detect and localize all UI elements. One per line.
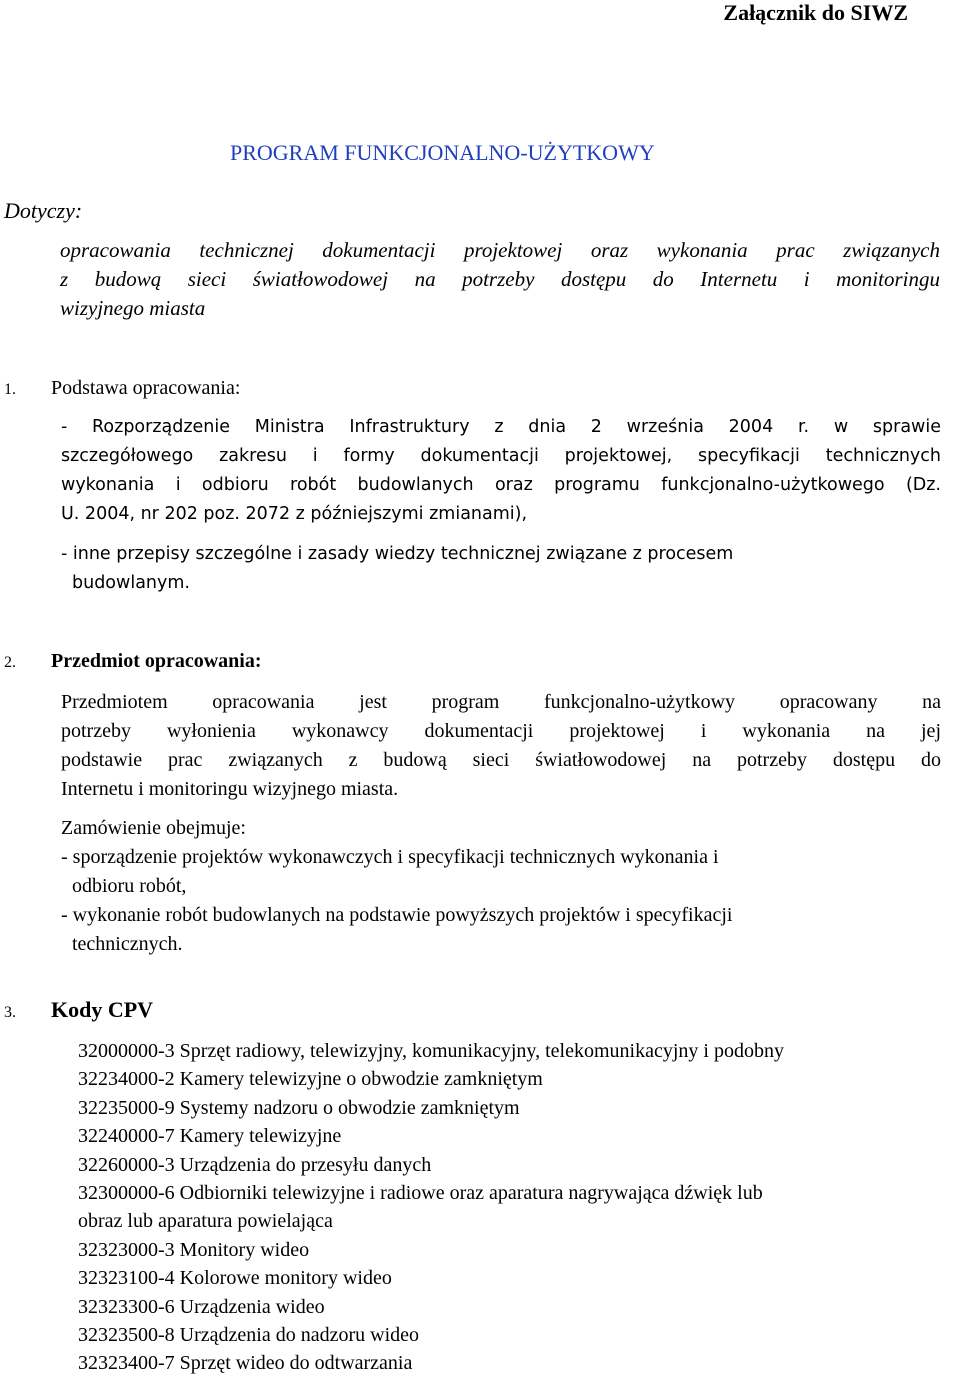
text-line: technicznych.: [72, 933, 183, 955]
section-number: 3.: [4, 1004, 16, 1021]
section-1-heading: [0, 375, 240, 403]
text-line: szczegółowego zakresu i formy dokumentacji projektowej, specyfikacji technicznych: [61, 446, 941, 466]
cpv-item: 32323000-3 Monitory wideo: [78, 1238, 310, 1261]
section-label: Kody CPV: [51, 997, 154, 1022]
section-2-heading: [0, 648, 262, 676]
section-1-other-regulations: [61, 540, 941, 598]
text-line: - sporządzenie projektów wykonawczych i specyfikacji technicznych wykonania i: [61, 846, 719, 868]
text-line: Internetu i monitoringu wizyjnego miasta.: [61, 778, 399, 800]
text-line: Przedmiotem opracowania jest program funkcjonalno-użytkowy opracowany na: [61, 691, 941, 713]
text-line: podstawie prac związanych z budową sieci światłowodowej na potrzeby dostępu do: [61, 749, 941, 771]
cpv-item: obraz lub aparatura powielająca: [78, 1210, 333, 1233]
section-3-heading: [0, 997, 153, 1026]
cpv-item: 32323500-8 Urządzenia do nadzoru wideo: [78, 1324, 419, 1347]
subject-line: z budową sieci światłowodowej na potrzeby dostępu do Internetu i monitoringu: [60, 267, 940, 291]
subject-paragraph: [60, 236, 940, 323]
cpv-item: 32000000-3 Sprzęt radiowy, telewizyjny, komunikacyjny, telekomunikacyjny i podobny: [78, 1040, 784, 1062]
text-line: wykonania i odbioru robót budowlanych oraz programu funkcjonalno-użytkowego (Dz.: [61, 475, 941, 495]
cpv-item: 32240000-7 Kamery telewizyjne: [78, 1125, 342, 1148]
text-line: - Rozporządzenie Ministra Infrastruktury z dnia 2 września 2004 r. w sprawie: [61, 417, 941, 437]
section-2-paragraph: [61, 688, 941, 804]
text-line: budowlanym.: [72, 573, 190, 593]
section-label: Podstawa opracowania:: [51, 377, 241, 399]
text-line: U. 2004, nr 202 poz. 2072 z późniejszymi zmianami),: [61, 504, 528, 524]
cpv-item: 32300000-6 Odbiorniki telewizyjne i radiowe oraz aparatura nagrywająca dźwięk lub: [78, 1182, 763, 1205]
cpv-item: 32323300-6 Urządzenia wideo: [78, 1295, 325, 1318]
section-2-order-scope: [61, 814, 941, 959]
cpv-item: 32323400-7 Sprzęt wideo do odtwarzania: [78, 1352, 413, 1375]
subject-line: wizyjnego miasta: [60, 296, 206, 320]
concerns-label: Dotyczy:: [4, 198, 83, 223]
section-number: 1.: [4, 381, 16, 398]
text-line: odbioru robót,: [72, 875, 187, 897]
cpv-code-list: [78, 1037, 958, 1378]
cpv-item: 32234000-2 Kamery telewizyjne o obwodzie zamkniętym: [78, 1068, 543, 1091]
text-line: potrzeby wyłonienia wykonawcy dokumentacji projektowej i wykonania na jej: [61, 720, 941, 742]
subject-line: opracowania technicznej dokumentacji projektowej oraz wykonania prac związanych: [60, 238, 940, 262]
section-1-basis-text: [61, 413, 941, 529]
order-heading: Zamówienie obejmuje:: [61, 817, 246, 839]
text-line: - inne przepisy szczególne i zasady wiedzy technicznej związane z procesem: [61, 544, 734, 564]
cpv-item: 32323100-4 Kolorowe monitory wideo: [78, 1267, 392, 1290]
text-line: - wykonanie robót budowlanych na podstawie powyższych projektów i specyfikacji: [61, 904, 733, 926]
cpv-item: 32235000-9 Systemy nadzoru o obwodzie zamkniętym: [78, 1096, 520, 1119]
section-number: 2.: [4, 654, 16, 671]
document-title: PROGRAM FUNKCJONALNO-UŻYTKOWY: [230, 140, 655, 165]
section-label: Przedmiot opracowania:: [51, 650, 262, 672]
cpv-item: 32260000-3 Urządzenia do przesyłu danych: [78, 1153, 432, 1176]
annex-label: Załącznik do SIWZ: [723, 0, 908, 25]
